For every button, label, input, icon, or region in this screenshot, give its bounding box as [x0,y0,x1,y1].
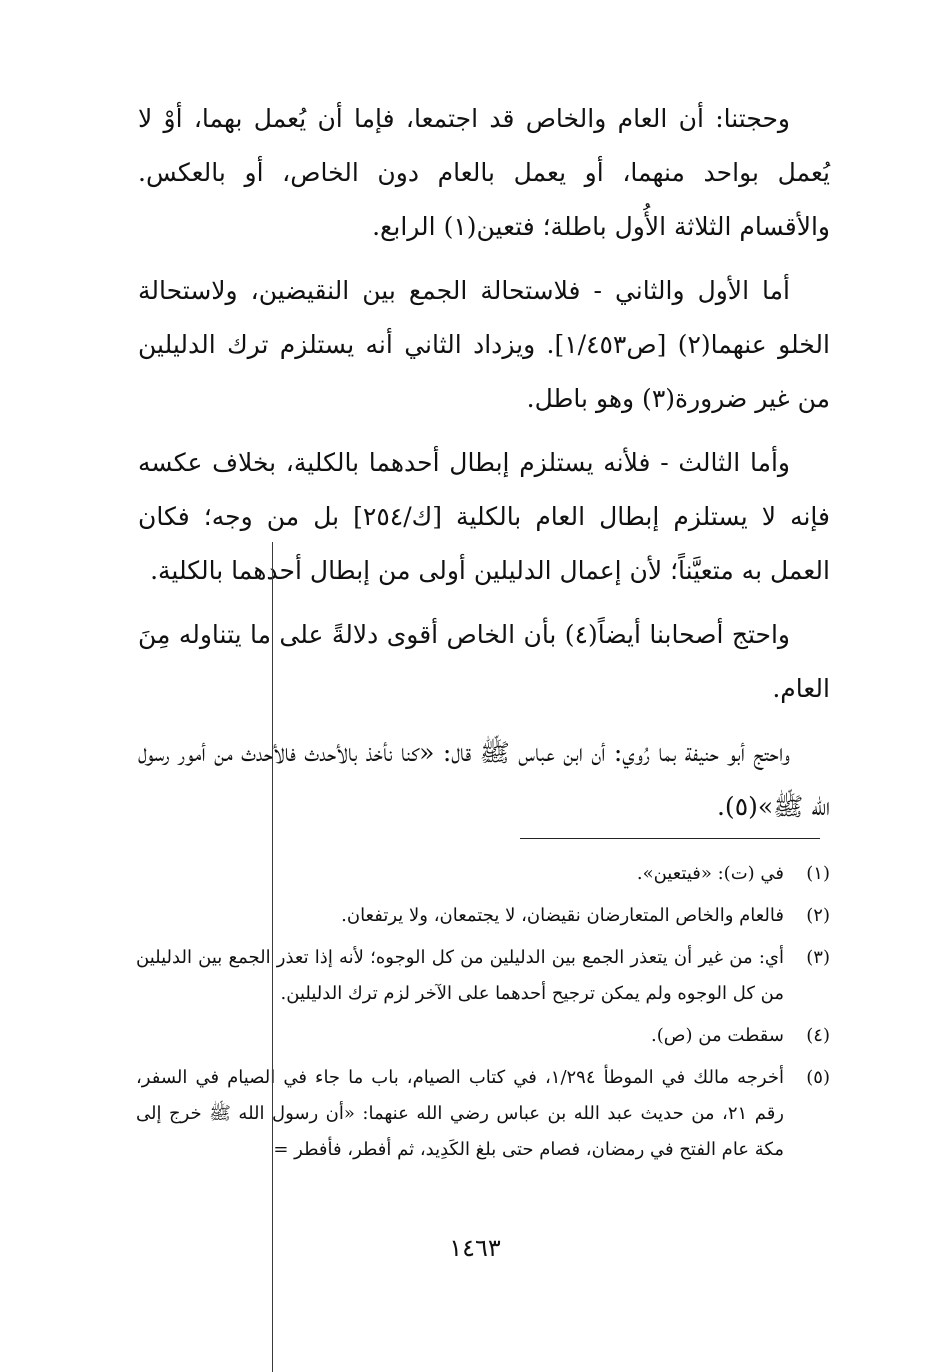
footnote-number: (٢) [806,905,830,926]
footnote-3 [136,940,830,1012]
footnote-1 [136,856,830,892]
page-number: ١٤٦٣ [449,1234,501,1262]
footnote-number: (٤) [806,1025,830,1046]
main-text [138,92,830,844]
footnote-5 [136,1060,830,1168]
footnote-text: فالعام والخاص المتعارضان نقيضان، لا يجتمعان، ولا يرتفعان. [341,905,784,926]
footnote-text: في (ت): «فيتعين». [636,863,784,884]
footnote-text: أي: من غير أن يتعذر الجمع بين الدليلين من كل الوجوه؛ لأنه إذا تعذر الجمع بين الدليلين من كل الوجوه ولم يمكن ترجيح أحدهما على الآخر لزم ترك الدليلين. [136,947,784,1004]
footnote-4 [136,1018,830,1054]
paragraph-1: وحجتنا: أن العام والخاص قد اجتمعا، فإما أن يُعمل بهما، أوْ لا يُعمل بواحد منهما، أو يعمل بالعام دون الخاص، أو بالعكس. والأقسام الثلاثة الأُول باطلة؛ فتعين(١) الرابع. [138,104,830,241]
footnotes [136,856,830,1174]
paragraph-3: وأما الثالث - فلأنه يستلزم إبطال أحدهما بالكلية، بخلاف عكسه فإنه لا يستلزم إبطال العام بالكلية [ك/٢٥٤] بل من وجه؛ فكان العمل به متعيَّناً؛ لأن إعمال الدليلين أولى من إبطال أحدهما بالكلية. [138,448,830,585]
footnote-number: (٣) [806,947,830,968]
scan-artifact-line [272,542,273,1372]
footnote-text: سقطت من (ص). [651,1025,784,1046]
paragraph-4: واحتج أصحابنا أيضاً(٤) بأن الخاص أقوى دلالةً على ما يتناوله مِنَ العام. [138,620,830,703]
paragraph-2: أما الأول والثاني - فلاستحالة الجمع بين النقيضين، ولاستحالة الخلو عنهما(٢) [ص١/٤٥٣]. ويزداد الثاني أنه يستلزم ترك الدليلين من غير ضرورة(٣) وهو باطل. [138,276,830,413]
footnote-number: (٥) [806,1067,830,1088]
footnote-separator [520,838,820,839]
paragraph-5: واحتج أبو حنيفة بما رُوي: أن ابن عباس ﷺ قال: «كنا نأخذ بالأحدث فالأحدث من أمور رسول الله ﷺ»(٥). [138,738,830,821]
footnote-2 [136,898,830,934]
footnote-number: (١) [806,863,830,884]
footnote-text: أخرجه مالك في الموطأ ١/٢٩٤، في كتاب الصيام، باب ما جاء في الصيام في السفر، رقم ٢١، من حديث عبد الله بن عباس رضي الله عنهما: «أن رسول الله ﷺ خرج إلى مكة عام الفتح في رمضان، فصام حتى بلغ الكَدِيد، ثم أفطر، فأفطر = [136,1067,784,1160]
